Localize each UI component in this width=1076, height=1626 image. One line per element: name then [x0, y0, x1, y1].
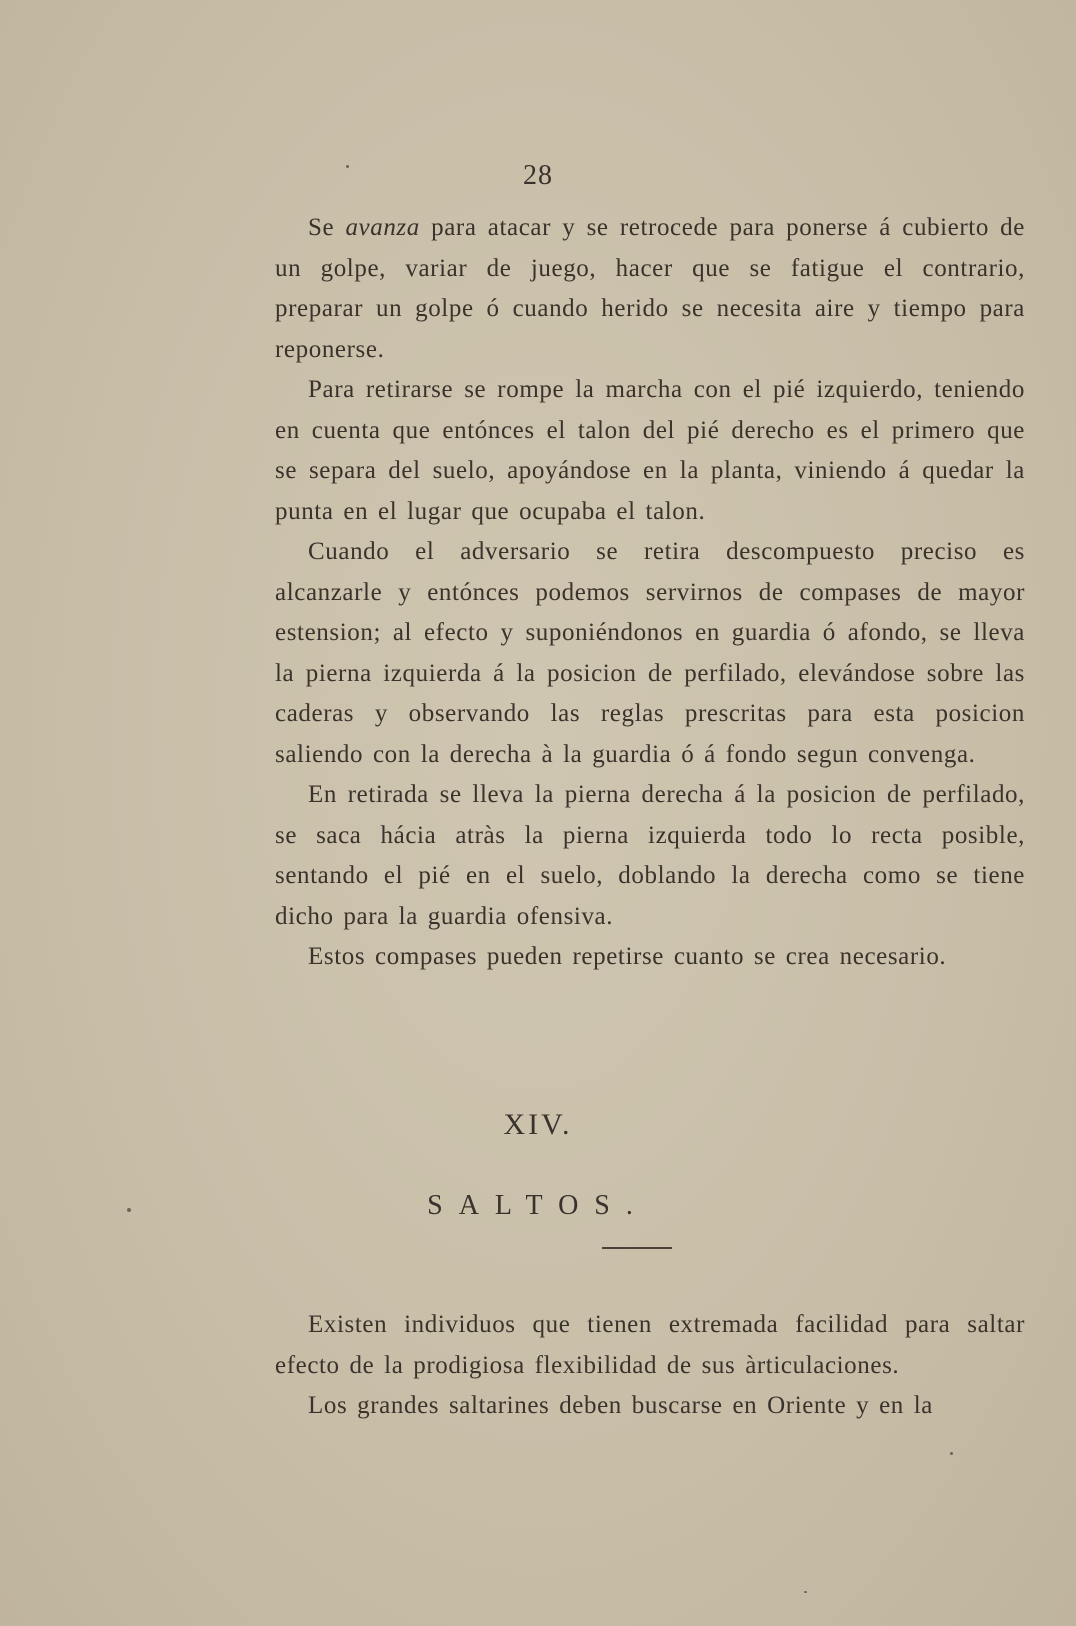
text-block-compases: [275, 208, 1025, 978]
text-block-saltos: [275, 1305, 1025, 1427]
paper-speck: [127, 1208, 131, 1212]
paragraph-avanza: [275, 208, 1025, 370]
paragraph-adversario: Cuando el adversario se retira descompuesto preciso es alcanzarle y entónces podemos servirnos de compases de mayor estension; al efecto y suponiéndonos en guardia ó afondo, se lleva la pierna izquierda á la posicion de perfilado, elevándose sobre las caderas y observando las reglas prescritas para esta posicion saliendo con la derecha à la guardia ó á fondo segun convenga.: [275, 538, 1025, 768]
title-underline: [602, 1247, 672, 1249]
paragraph-individuos: Existen individuos que tienen extremada facilidad para saltar efecto de la prodigiosa flexibilidad de sus àrticulaciones.: [275, 1311, 1025, 1379]
paragraph-retirarse: Para retirarse se rompe la marcha con el pié izquierdo, teniendo en cuenta que entónces el talon del pié derecho es el primero que se separa del suelo, apoyándose en la planta, viniendo á quedar la punta en el lugar que ocupaba el talon.: [275, 376, 1025, 525]
chapter-title: SALTOS.: [427, 1190, 649, 1221]
paragraph-avanza-rest: para atacar y se retrocede para ponerse á cubierto de un golpe, variar de juego, hacer que se fatigue el contrario, preparar un golpe ó cuando herido se necesita aire y tiempo para reponerse.: [275, 214, 1025, 363]
paper-speck: [950, 1452, 953, 1455]
paragraph-avanza-lead: Se: [308, 214, 346, 241]
emphasis-avanza: avanza: [345, 214, 420, 241]
page-number: 28: [523, 160, 553, 191]
paper-speck: [804, 1591, 807, 1593]
paragraph-retirada: En retirada se lleva la pierna derecha á la posicion de perfilado, se saca hácia atràs la pierna izquierda todo lo recta posible, sentando el pié en el suelo, doblando la derecha como se tiene dicho para la guardia ofensiva.: [275, 781, 1025, 930]
chapter-number: XIV.: [503, 1108, 573, 1141]
paper-speck: [346, 165, 349, 168]
paragraph-saltarines: Los grandes saltarines deben buscarse en Oriente y en la: [308, 1392, 933, 1419]
paragraph-repetirse: Estos compases pueden repetirse cuanto se crea necesario.: [308, 943, 947, 970]
